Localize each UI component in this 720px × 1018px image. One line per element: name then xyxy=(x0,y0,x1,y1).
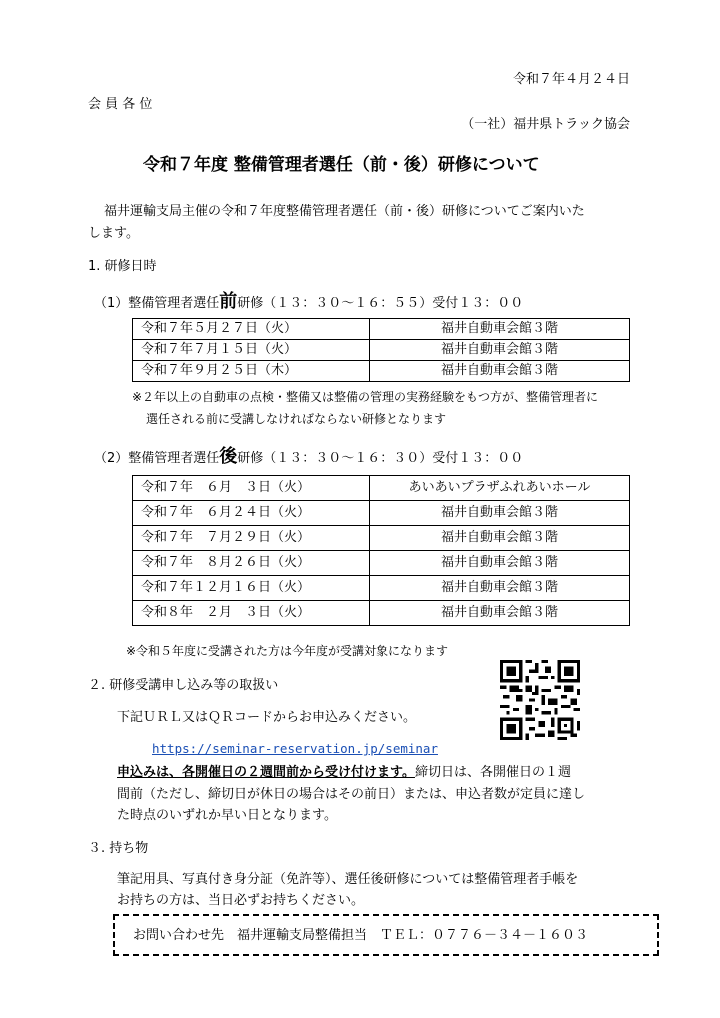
post-label-suffix: 研修（１３：３０～１６：３０）受付１３：００ xyxy=(237,451,524,466)
deadline-rest: 締切日は、各開催日の１週 xyxy=(414,765,571,780)
deadline-line-2: 間前（ただし、締切日が休日の場合はその前日）または、申込者数が定員に達し xyxy=(117,787,586,802)
belongings-line-2: お持ちの方は、当日必ずお持ちください。 xyxy=(117,893,365,908)
table-row xyxy=(133,601,630,626)
pre-note-1: ※２年以上の自動車の点検・整備又は整備の管理の実務経験をもつ方が、整備管理者に xyxy=(132,390,599,404)
table-row xyxy=(133,476,630,501)
session-date: 令和８年 ２月 ３日（火） xyxy=(133,601,370,626)
session-place: 福井自動車会館３階 xyxy=(370,361,630,382)
table-row xyxy=(133,319,630,340)
session-date: 令和７年７月１５日（火） xyxy=(133,340,370,361)
document-title: 令和７年度 整備管理者選任（前・後）研修について xyxy=(143,155,540,175)
contact-box xyxy=(113,914,659,956)
pre-label-prefix: （1）整備管理者選任 xyxy=(94,296,220,311)
session-date: 令和７年 ６月 ３日（火） xyxy=(133,476,370,501)
pre-label-suffix: 研修（１３：３０～１６：５５）受付１３：００ xyxy=(237,296,524,311)
session-place: 福井自動車会館３階 xyxy=(370,551,630,576)
section3-heading: ３. 持ち物 xyxy=(88,841,149,856)
pre-note-2: 選任される前に受講しなければならない研修となります xyxy=(146,412,447,426)
section1-heading: 1. 研修日時 xyxy=(88,259,157,274)
intro-line-2: します。 xyxy=(88,226,139,241)
deadline-line-1 xyxy=(117,765,571,781)
recipient: 会 員 各 位 xyxy=(88,97,153,112)
table-row xyxy=(133,526,630,551)
session-date: 令和７年９月２５日（木） xyxy=(133,361,370,382)
session-place: 福井自動車会館３階 xyxy=(370,526,630,551)
table-row xyxy=(133,551,630,576)
session-place: 福井自動車会館３階 xyxy=(370,501,630,526)
session-place: 福井自動車会館３階 xyxy=(370,601,630,626)
session-date: 令和７年 ７月２９日（火） xyxy=(133,526,370,551)
sender: （一社）福井県トラック協会 xyxy=(461,117,630,132)
session-place: あいあいプラザふれあいホール xyxy=(370,476,630,501)
table-row xyxy=(133,576,630,601)
intro-line-1: 福井運輸支局主催の令和７年度整備管理者選任（前・後）研修についてご案内いた xyxy=(104,204,585,219)
pre-training-label xyxy=(94,291,523,313)
deadline-emphasis: 申込みは、各開催日の２週間前から受け付けます。 xyxy=(117,765,415,780)
session-date: 令和７年５月２７日（火） xyxy=(133,319,370,340)
post-label-prefix: （2）整備管理者選任 xyxy=(94,451,220,466)
application-instruction: 下記ＵＲＬ又はＱＲコードからお申込みください。 xyxy=(117,710,417,725)
post-label-emphasis: 後 xyxy=(219,446,238,467)
session-place: 福井自動車会館３階 xyxy=(370,340,630,361)
session-place: 福井自動車会館３階 xyxy=(370,319,630,340)
session-date: 令和７年 ８月２６日（火） xyxy=(133,551,370,576)
table-row xyxy=(133,361,630,382)
section2-heading: ２. 研修受講申し込み等の取扱い xyxy=(88,678,279,693)
post-training-table xyxy=(132,475,630,626)
session-place: 福井自動車会館３階 xyxy=(370,576,630,601)
qr-code[interactable] xyxy=(500,660,580,740)
pre-training-table xyxy=(132,318,630,382)
table-row xyxy=(133,340,630,361)
belongings-line-1: 筆記用具、写真付き身分証（免許等）、選任後研修については整備管理者手帳を xyxy=(117,872,579,887)
table-row xyxy=(133,501,630,526)
document-date: 令和７年４月２４日 xyxy=(512,72,630,87)
post-training-label xyxy=(94,446,523,468)
contact-info: お問い合わせ先 福井運輸支局整備担当 ＴＥＬ：０７７６－３４－１６０３ xyxy=(133,928,589,943)
deadline-line-3: た時点のいずれか早い日となります。 xyxy=(117,808,337,823)
session-date: 令和７年１２月１６日（火） xyxy=(133,576,370,601)
session-date: 令和７年 ６月２４日（火） xyxy=(133,501,370,526)
pre-label-emphasis: 前 xyxy=(219,291,238,312)
post-note: ※令和５年度に受講された方は今年度が受講対象になります xyxy=(126,644,449,658)
seminar-url-link[interactable]: https://seminar-reservation.jp/seminar xyxy=(152,741,438,756)
